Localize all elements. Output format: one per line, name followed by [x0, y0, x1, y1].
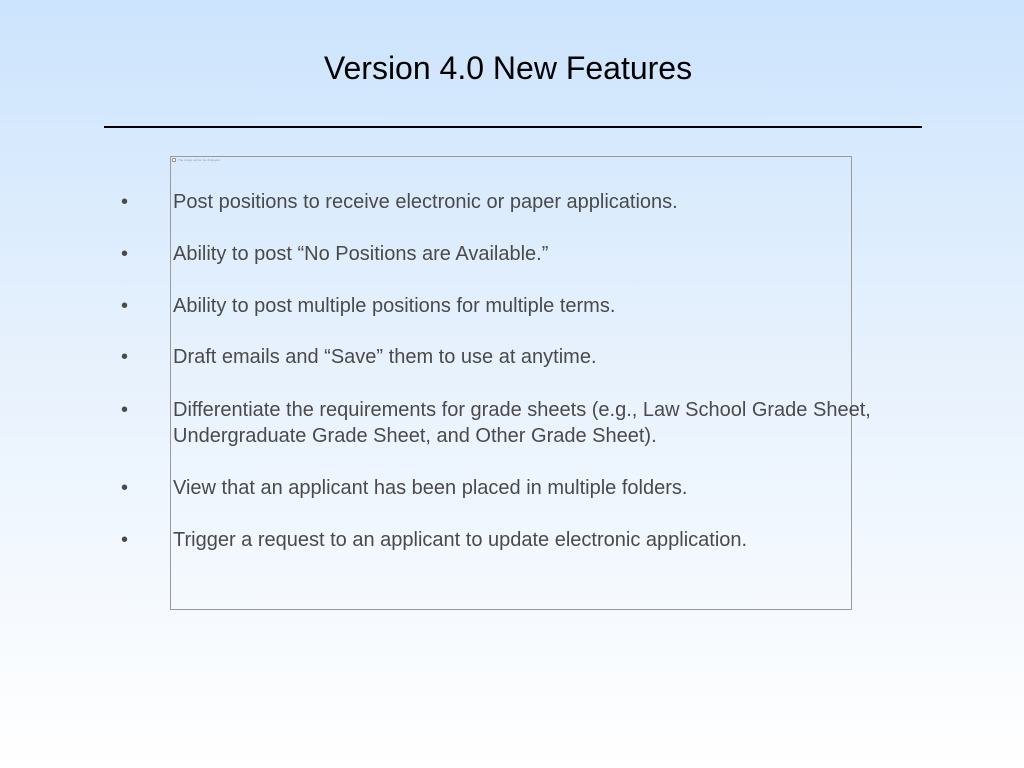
- feature-text: Ability to post “No Positions are Available.”: [173, 243, 549, 265]
- feature-text: View that an applicant has been placed in multiple folders.: [173, 477, 688, 499]
- image-placeholder-caption: The image cannot be displayed.: [178, 158, 221, 162]
- bullet-icon: •: [121, 191, 129, 213]
- feature-text: Differentiate the requirements for grade sheets (e.g., Law School Grade Sheet, Undergraduate Grade Sheet, and Other Grade Sheet).: [173, 399, 871, 447]
- feature-text: Post positions to receive electronic or paper applications.: [173, 191, 678, 213]
- feature-text: Trigger a request to an applicant to update electronic application.: [173, 529, 748, 551]
- title-underline: [104, 126, 922, 128]
- slide-title: Version 4.0 New Features: [323, 50, 693, 86]
- bullet-icon: •: [121, 346, 129, 368]
- bullet-icon: •: [121, 477, 129, 499]
- bullet-icon: •: [121, 399, 129, 421]
- bullet-icon: •: [121, 243, 129, 265]
- feature-text: Draft emails and “Save” them to use at anytime.: [173, 346, 597, 368]
- bullet-icon: •: [121, 529, 129, 551]
- broken-image-icon: [172, 158, 176, 162]
- bullet-icon: •: [121, 295, 129, 317]
- feature-text: Ability to post multiple positions for multiple terms.: [173, 295, 616, 317]
